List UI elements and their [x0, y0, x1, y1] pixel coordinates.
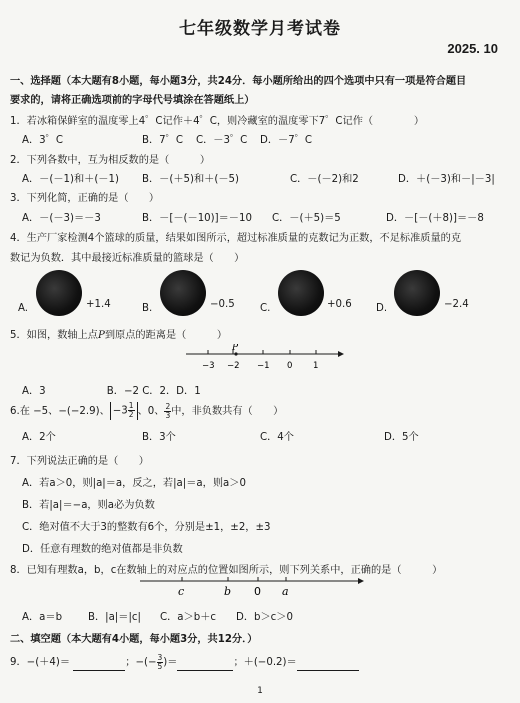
section2-heading: 二、填空题（本大题有4小题，每小题3分，共12分．） — [10, 634, 258, 645]
basketball-b-image — [160, 270, 206, 316]
exam-date: 2025. 10 — [447, 41, 498, 56]
q7-option-a: A．若a＞0，则|a|＝a，反之，若|a|＝a，则a＞0 — [22, 478, 246, 489]
q1-option-a: A．3゜C — [22, 135, 63, 146]
q2-stem: 2．下列各数中，互为相反数的是（ ） — [10, 155, 211, 166]
q1-option-b: B．7゜C — [142, 135, 183, 146]
q5-stem-end: 到原点的距离是（ ） — [104, 330, 228, 341]
q9-part3: )＝ — [163, 657, 178, 668]
page-title: 七年级数学月考试卷 — [179, 19, 341, 39]
q5-point-label: P — [97, 330, 105, 341]
q7-option-d: D．任意有理数的绝对值都是非负数 — [22, 544, 183, 555]
q5-tick-label: −1 — [257, 361, 270, 371]
q3-option-b: B．－[－(－10)]＝－10 — [142, 213, 252, 224]
q6-absolute-value — [110, 402, 138, 420]
q6-stem-start: 6.在 −5、−(−2.9)、 — [10, 406, 110, 417]
q8-option-a: A．a＝b — [22, 612, 63, 623]
q9-part4: ；＋(−0.2)＝ — [233, 657, 297, 668]
q6-option-a: A．2个 — [22, 432, 56, 443]
q8-option-d: D．b＞c＞0 — [236, 612, 293, 623]
q4-option-d-value: −2.4 — [444, 299, 469, 310]
q3-option-d: D．－[－(＋8)]＝－8 — [386, 213, 484, 224]
q9-blank-2[interactable] — [177, 660, 233, 671]
q5-tick-label: −3 — [202, 361, 215, 371]
basketball-d-image — [394, 270, 440, 316]
q6-option-d: D．5个 — [384, 432, 419, 443]
q6-abs-denominator: 2 — [128, 410, 134, 419]
q9-fraction-numerator: 3 — [157, 652, 163, 662]
q9-blank-3[interactable] — [297, 660, 359, 671]
q9-blank-1[interactable] — [73, 660, 125, 671]
q8-label-0: 0 — [254, 585, 261, 598]
q1-option-d: D．－7゜C — [260, 135, 313, 146]
q8-stem: 8．已知有理数a，b，c在数轴上的对应点的位置如图所示，则下列关系中，正确的是（ ） — [10, 565, 443, 576]
q7-option-b: B．若|a|＝−a，则a必为负数 — [22, 500, 155, 511]
q2-option-a: A．－(－1)和＋(－1) — [22, 174, 119, 185]
q6-abs-integer: −3 — [112, 405, 128, 417]
page-number: 1 — [257, 686, 263, 696]
q4-stem: 4．生产厂家检测4个篮球的质量，结果如图所示，超过标准质量的克数记为正数，不足标准质量的克 — [10, 233, 462, 244]
q6-fraction-denominator: 3 — [165, 410, 171, 420]
q9-stem — [10, 653, 359, 671]
q5-tick-label: 0 — [287, 361, 293, 371]
q5-options: A．3 B．−2 C．2．D．1 — [22, 386, 201, 397]
q6-stem-middle: 、0、 — [137, 406, 165, 417]
q6-abs-numerator: 1 — [128, 401, 134, 410]
q6-option-b: B．3个 — [142, 432, 176, 443]
q4-option-b: B. — [142, 303, 153, 314]
section1-heading: 一、选择题（本大题有8小题，每小题3分，共24分．每小题所给出的四个选项中只有一项是符合题目 — [10, 76, 467, 87]
basketball-c-image — [278, 270, 324, 316]
q1-stem: 1．若冰箱保鲜室的温度零上4゜C记作＋4゜C，则冷藏室的温度零下7゜C记作（ ） — [10, 116, 425, 127]
q6-fraction-numerator: 2 — [165, 401, 171, 411]
q5-number-line — [186, 344, 346, 374]
q3-stem: 3．下列化简，正确的是（ ） — [10, 193, 160, 204]
q4-option-a: A. — [18, 303, 29, 314]
q4-option-c-value: +0.6 — [327, 299, 352, 310]
q8-axis-arrow — [358, 578, 364, 584]
q2-option-b: B．－(＋5)和＋(－5) — [142, 174, 239, 185]
q8-number-line — [140, 574, 366, 600]
q8-option-c: C．a＞b＋c — [160, 612, 216, 623]
q6-option-c: C．4个 — [260, 432, 294, 443]
q3-option-c: C．－(＋5)＝5 — [272, 213, 341, 224]
q4-option-d: D. — [376, 303, 388, 314]
basketball-a-image — [36, 270, 82, 316]
q8-label-a: a — [282, 585, 289, 598]
q4-option-b-value: −0.5 — [210, 299, 235, 310]
q9-part2: ；−(− — [125, 657, 157, 668]
q5-stem — [10, 326, 227, 341]
q3-option-a: A．－(－3)＝－3 — [22, 213, 101, 224]
q2-option-c: C．－(－2)和2 — [290, 174, 359, 185]
q2-option-d: D．＋(－3)和－|－3| — [398, 174, 495, 185]
q5-axis-arrow — [338, 351, 344, 357]
q7-stem: 7．下列说法正确的是（ ） — [10, 456, 149, 467]
q9-fraction-denominator: 5 — [157, 661, 163, 671]
q4-stem-cont: 数记为负数．其中最接近标准质量的篮球是（ ） — [10, 253, 245, 264]
q6-abs-fraction — [128, 402, 135, 419]
q5-point-p-label: P — [232, 344, 239, 353]
q1-option-c: C．－3゜C — [196, 135, 248, 146]
q4-option-c: C. — [260, 303, 271, 314]
q9-part1: 9．−(＋4)＝ — [10, 657, 71, 668]
q4-option-a-value: +1.4 — [86, 299, 111, 310]
q8-option-b: B．|a|＝|c| — [88, 612, 141, 623]
q6-stem-end: 中，非负数共有（ ） — [171, 406, 284, 417]
q8-label-c: c — [178, 585, 185, 598]
q5-tick-label: −2 — [227, 361, 240, 371]
q5-tick-label: 1 — [313, 361, 319, 371]
section1-heading-cont: 要求的，请将正确选项前的字母代号填涂在答题纸上） — [10, 95, 255, 106]
q6-stem — [10, 402, 283, 420]
q5-stem-start: 5．如图，数轴上点 — [10, 330, 98, 341]
q8-label-b: b — [224, 585, 232, 598]
q7-option-c: C．绝对值不大于3的整数有6个，分别是±1，±2，±3 — [22, 522, 271, 533]
